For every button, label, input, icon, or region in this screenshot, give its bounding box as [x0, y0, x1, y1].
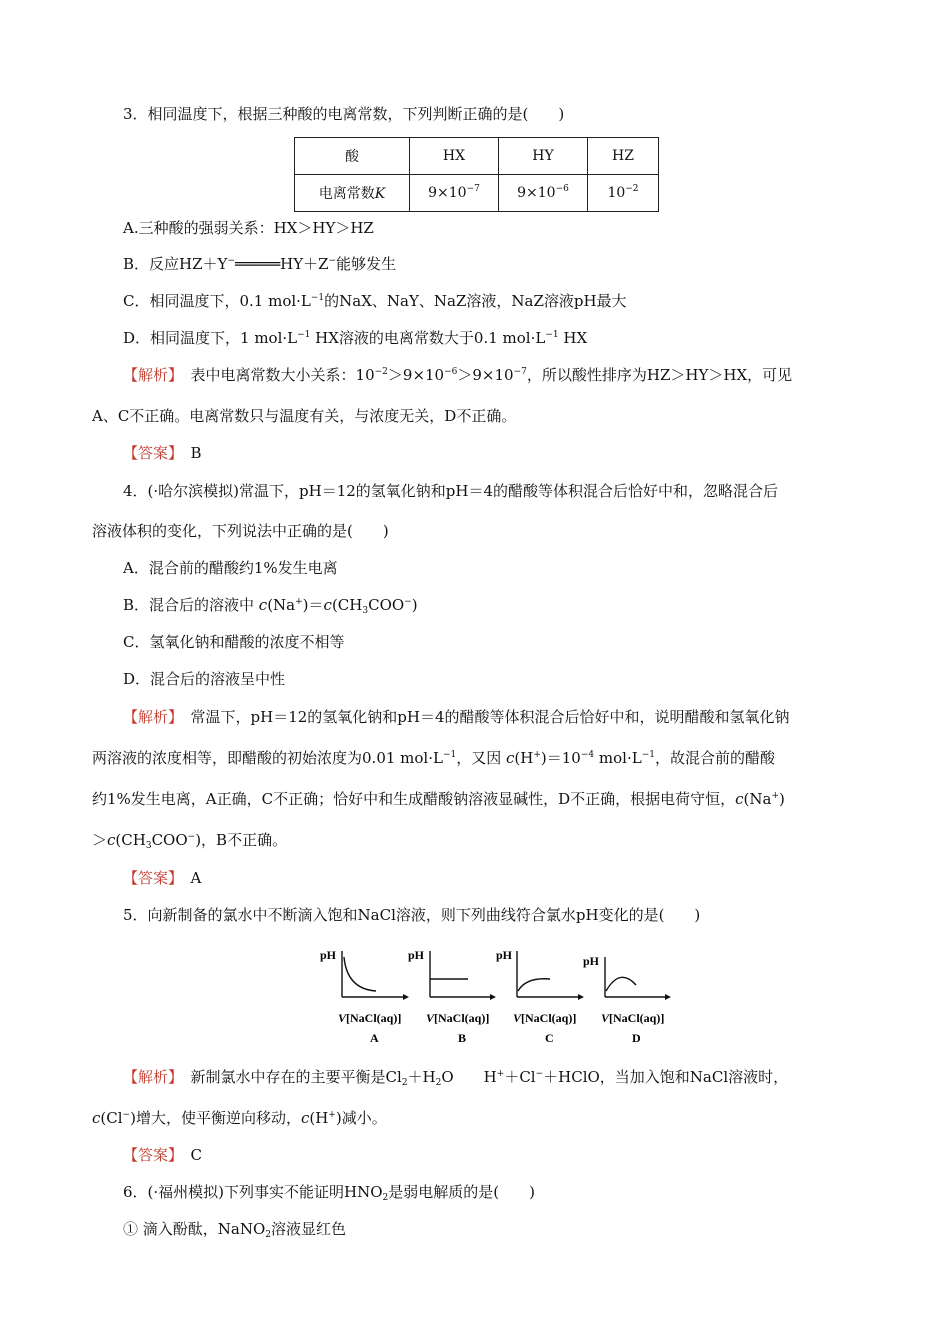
table-cell: $9\times 10^{-7}$ [410, 175, 499, 212]
table-row-label: 电离常数K [295, 175, 410, 212]
q4-analysis-line-1: 【解析】 常温下，pH＝12的氢氧化钠和pH＝4的醋酸等体积混合后恰好中和，说明醋酸和氢氧化钠 [123, 708, 790, 726]
q3-option-c: C．相同温度下，0.1 $mol\cdot L^{-1}$的NaX、NaY、NaZ溶液，NaZ溶液pH最大 [123, 292, 627, 310]
graph-b-option: B [458, 1031, 467, 1045]
q4-analysis-line-2: 两溶液的浓度相等，即醋酸的初始浓度为0.01 $mol\cdot L^{-1}$，又因 $c(H^+)=10^{-4}$ $mol\cdot L^{-1}$，故混合前的醋酸 [92, 749, 775, 767]
q6-item-1: ① 滴入酚酞，NaNO$_2$溶液显红色 [123, 1220, 347, 1240]
graph-d-arrow [665, 994, 671, 1000]
q4-option-b: B．混合后的溶液中 $c(Na^+)=c(CH_3COO^-)$ [123, 596, 418, 616]
q3-analysis-line-2: A、C不正确。电离常数只与温度有关，与浓度无关，D不正确。 [92, 407, 517, 425]
graph-a-xlabel: V[NaCl(aq)] [338, 1011, 402, 1025]
graph-d-ylabel: pH [583, 954, 600, 968]
graph-b-xlabel: V[NaCl(aq)] [426, 1011, 490, 1025]
ionization-constant-table [294, 137, 659, 212]
table-header-cell: HY [499, 138, 588, 175]
q3-option-d: D．相同温度下，1 $mol\cdot L^{-1}$ HX溶液的电离常数大于0.1 $mol\cdot L^{-1}$ HX [123, 329, 588, 347]
graph-b-arrow [490, 994, 496, 1000]
graph-c [496, 948, 584, 1045]
analysis-tag: 【解析】 [123, 366, 176, 384]
q5-analysis-line-1: 【解析】 新制氯水中存在的主要平衡是$Cl_2+H_2O$ H+＋Cl−＋HClO，当加入饱和NaCl溶液时， [123, 1068, 789, 1088]
table-cell: $9\times 10^{-6}$ [499, 175, 588, 212]
analysis-tag: 【解析】 [123, 708, 176, 726]
graph-a [320, 948, 409, 1045]
answer-tag: 【答案】 [123, 1146, 176, 1164]
graph-c-option: C [545, 1031, 554, 1045]
graph-a-arrow [403, 994, 409, 1000]
graph-d-xlabel: V[NaCl(aq)] [601, 1011, 665, 1025]
graph-a-option: A [370, 1031, 379, 1045]
graph-d [583, 954, 671, 1045]
analysis-tag: 【解析】 [123, 1068, 176, 1086]
q3-analysis-line-1: 【解析】 表中电离常数大小关系：$10^{-2}>9\times 10^{-6}>9\times 10^{-7}$，所以酸性排序为HZ＞HY＞HX，可见 [123, 366, 793, 384]
table-header-cell: HX [410, 138, 499, 175]
q5-answer: 【答案】 C [123, 1146, 203, 1164]
graph-c-arrow [578, 994, 584, 1000]
graph-b [408, 948, 496, 1045]
answer-tag: 【答案】 [123, 869, 176, 887]
q3-stem: 3．相同温度下，根据三种酸的电离常数，下列判断正确的是( ) [123, 105, 565, 123]
q6-stem: 6．(·福州模拟)下列事实不能证明$HNO_2$是弱电解质的是( ) [123, 1183, 535, 1203]
table-header-cell: HZ [588, 138, 659, 175]
graph-a-curve [344, 957, 376, 991]
q3-option-a: A.三种酸的强弱关系：HX＞HY＞HZ [123, 219, 374, 237]
q3-answer: 【答案】 B [123, 444, 202, 462]
q3-option-b: B．反应HZ＋Y−═════HY＋Z−能够发生 [123, 255, 397, 273]
ph-graphs-figure [318, 945, 678, 1050]
q5-analysis-line-2: c(Cl−)增大，使平衡逆向移动，c(H+)减小。 [92, 1109, 387, 1127]
q4-stem-line-2: 溶液体积的变化，下列说法中正确的是( ) [92, 522, 389, 540]
graph-b-ylabel: pH [408, 948, 425, 962]
q5-stem: 5．向新制备的氯水中不断滴入饱和NaCl溶液，则下列曲线符合氯水pH变化的是( ) [123, 906, 701, 924]
table-data-row [295, 175, 659, 212]
q4-analysis-line-4: $>c(CH_3COO^-)$，B不正确。 [92, 831, 288, 851]
table-header-row [295, 138, 659, 175]
q4-option-a: A．混合前的醋酸约1%发生电离 [123, 559, 338, 577]
graph-a-ylabel: pH [320, 948, 337, 962]
q4-option-c: C．氢氧化钠和醋酸的浓度不相等 [123, 633, 345, 651]
graph-d-option: D [632, 1031, 641, 1045]
answer-tag: 【答案】 [123, 444, 176, 462]
graph-d-curve [606, 977, 636, 991]
table-header-cell: 酸 [295, 138, 410, 175]
graph-c-ylabel: pH [496, 948, 513, 962]
graph-c-curve [518, 979, 550, 991]
q4-option-d: D．混合后的溶液呈中性 [123, 670, 286, 688]
table-cell: $10^{-2}$ [588, 175, 659, 212]
q4-analysis-line-3: 约1%发生电离，A正确，C不正确；恰好中和生成醋酸钠溶液显碱性，D不正确，根据电荷守恒，c(Na+) [92, 790, 785, 808]
q4-answer: 【答案】 A [123, 869, 202, 887]
q4-stem-line-1: 4．(·哈尔滨模拟)常温下，pH＝12的氢氧化钠和pH＝4的醋酸等体积混合后恰好中和，忽略混合后 [123, 482, 779, 500]
graph-c-xlabel: V[NaCl(aq)] [513, 1011, 577, 1025]
